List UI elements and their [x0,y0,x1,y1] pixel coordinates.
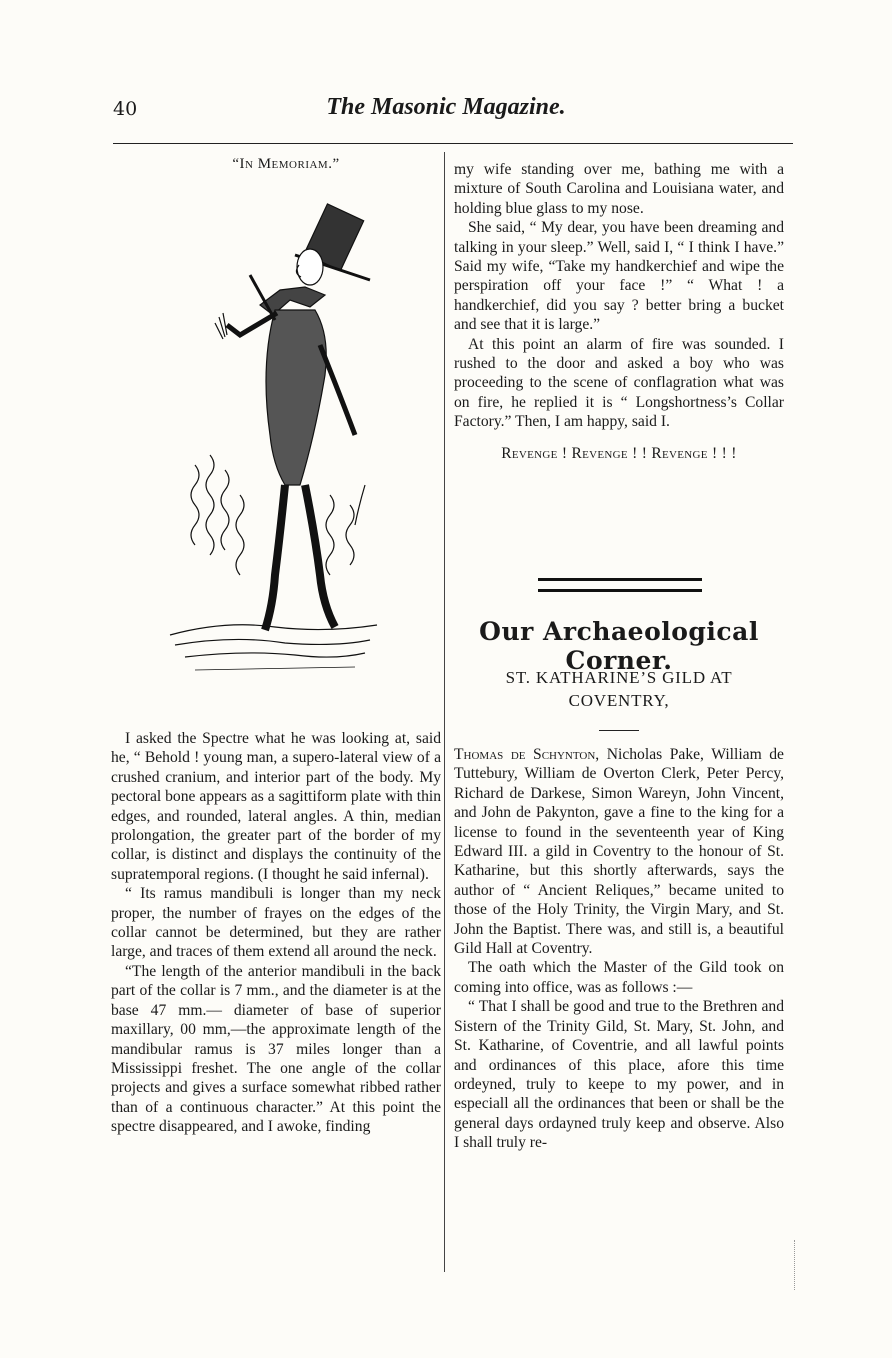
paragraph: The oath which the Master of the Gild took on coming into office, was as follows :— [454,959,784,996]
column-divider [444,152,445,1272]
header-rule [113,143,793,144]
paragraph: “ Its ramus mandibuli is longer than my neck proper, the number of frayes on the edges of the collar cannot be determined, but they are rather large, and traces of them extend all around the neck. [111,885,441,961]
illustration-title: “In Memoriam.” [232,156,340,172]
edge-rule [794,1240,795,1290]
article-title: ST. KATHARINE’S GILD AT COVENTRY, [505,668,733,710]
section-divider [538,578,702,592]
short-rule [599,730,639,731]
paragraph: At this point an alarm of fire was sounded. I rushed to the door and asked a boy who was proceeding to the scene of conflagration what was on fire, he replied it is “ Longshortness’s Collar Factory.” Then, I am happy, said I. [454,335,784,431]
section-heading: Our Archaeological Corner. [479,617,759,675]
revenge-line: Revenge ! Revenge ! ! Revenge ! ! ! [501,444,737,462]
right-column-article [454,745,784,1153]
paragraph: “The length of the anterior mandibuli in the back part of the collar is 7 mm., and the diameter is at the base 47 mm.— diameter of base of superior maxillary, 00 mm,—the approximate length of the mandibular ramus is 37 miles longer than a Mississippi freshet. The one angle of the collar projects and gives a surface somewhat ribbed rather than of a continuous character.” At this point the spectre disappeared, and I awoke, finding [111,962,441,1136]
running-title: The Masonic Magazine. [326,94,566,120]
page-number: 40 [113,98,138,120]
article-lead: Thomas de Schynton, [454,746,600,763]
paragraph: my wife standing over me, bathing me with a mixture of South Carolina and Louisiana water, and holding blue glass to my nose. [454,161,784,217]
paragraph [454,745,784,958]
right-column-top [454,160,784,463]
paragraph: She said, “ My dear, you have been dreaming and talking in your sleep.” Well, said I, “ I think I have.” Said my wife, “Take my handkerchief and wipe the perspiration off your face !” “ What ! a handkerchief, did you say ? better bring a bucket and see that it is large.” [454,219,784,334]
left-column-text [111,729,441,1137]
paragraph: “ That I shall be good and true to the Brethren and Sistern of the Trinity Gild, St. Mary, St. John, and St. Katharine, of Coventrie, and all lawful points and ordinances of this place, afore this time ordeyned, truly to keepe to my power, and in especiall all the ordinances that been or shall be the general days ordayned truly keep and observe. Also I shall truly re- [454,998,784,1152]
left-column-top [111,155,441,174]
paragraph: I asked the Spectre what he was looking at, said he, “ Behold ! young man, a supero-lateral view of a crushed cranium, and interior part of the body. My pectoral bone appears as a sagittiform plate with thin edges, and rounded, lateral angles. A thin, median prolongation, the greater part of the border of my collar, is distinct and displays the continuity of the supratemporal regions. (I thought he said infernal). [111,730,441,883]
paragraph-text: Nicholas Pake, William de Tuttebury, William de Overton Clerk, Peter Percy, Richard de Darkese, Simon Wareyn, John Vincent, and John de Pakynton, gave a fine to the king for a license to found in the seventeenth year of King Edward III. a gild in Coventry to the honour of St. Katharine, but this shortly afterwards, says the author of “ Ancient Reliques,” became united to those of the Holy Trinity, the Virgin Mary, and St. John the Baptist. There was, and still is, a beautiful Gild Hall at Coventry. [454,746,784,958]
spectre-illustration [165,195,380,695]
